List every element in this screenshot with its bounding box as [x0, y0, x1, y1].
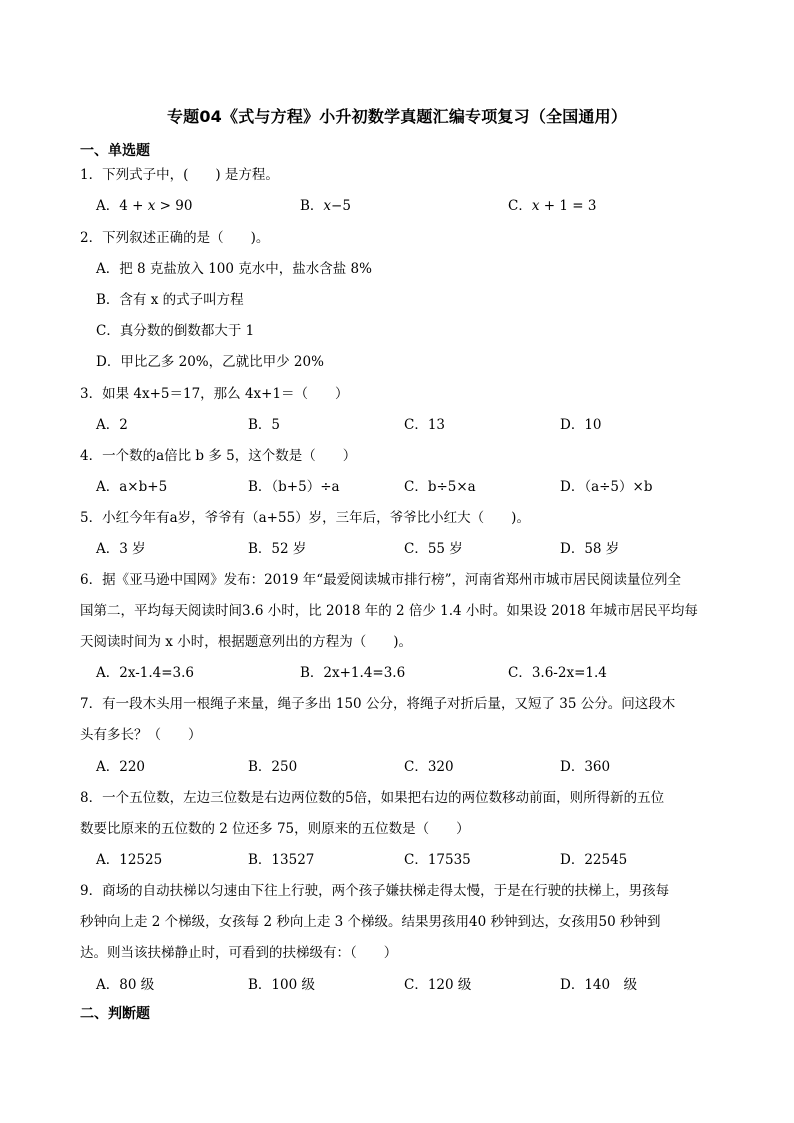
question-4-option-b[interactable]: B．（b+5）÷a	[248, 479, 340, 495]
question-9-stem-line-2: 秒钟向上走 2 个梯级，女孩每 2 秒向上走 3 个梯级。结果男孩用40 秒钟到达，女孩用50 秒钟到	[80, 914, 661, 930]
section-heading-single-choice: 一、单选题	[80, 143, 150, 159]
question-3-option-a[interactable]: A．2	[96, 417, 128, 433]
question-7-option-a[interactable]: A．220	[96, 759, 146, 775]
question-9-option-c[interactable]: C．120 级	[404, 977, 472, 993]
question-1-stem: 1．下列式子中，( ) 是方程。	[80, 167, 279, 183]
question-5-stem: 5．小红今年有a岁，爷爷有（a+55）岁，三年后，爷爷比小红大（ )。	[80, 510, 530, 526]
question-8-option-c[interactable]: C．17535	[404, 852, 471, 868]
question-5-option-a[interactable]: A．3 岁	[96, 541, 146, 557]
question-3-option-c[interactable]: C．13	[404, 417, 446, 433]
section-heading-true-false: 二、判断题	[80, 1006, 150, 1022]
question-4-stem: 4．一个数的a倍比 b 多 5，这个数是（ ）	[80, 448, 357, 464]
question-7-option-b[interactable]: B．250	[248, 759, 298, 775]
question-6-option-a[interactable]: A．2x-1.4=3.6	[96, 665, 195, 681]
question-2-option-b[interactable]: B．含有 x 的式子叫方程	[96, 292, 244, 308]
document-title: 专题04《式与方程》小升初数学真题汇编专项复习（全国通用）	[166, 107, 628, 126]
question-4-option-a[interactable]: A．a×b+5	[96, 479, 168, 495]
question-9-stem-line-3: 达。则当该扶梯静止时，可看到的扶梯级有：（ ）	[80, 945, 398, 961]
question-9-option-d[interactable]: D．140 级	[560, 977, 638, 993]
question-1-option-b[interactable]: B．𝑥−5	[300, 198, 351, 214]
question-6-option-c[interactable]: C．3.6-2x=1.4	[508, 665, 607, 681]
question-2-option-a[interactable]: A．把 8 克盐放入 100 克水中，盐水含盐 8%	[96, 261, 372, 277]
question-4-option-d[interactable]: D．（a÷5）×b	[560, 479, 653, 495]
question-8-stem-line-2: 数要比原来的五位数的 2 位还多 75，则原来的五位数是（ ）	[80, 821, 470, 837]
question-6-option-b[interactable]: B．2x+1.4=3.6	[300, 665, 406, 681]
question-7-option-c[interactable]: C．320	[404, 759, 454, 775]
question-2-option-c[interactable]: C．真分数的倒数都大于 1	[96, 323, 255, 339]
question-6-stem-line-3: 天阅读时间为 x 小时，根据题意列出的方程为（ )。	[80, 634, 412, 650]
question-8-stem-line-1: 8．一个五位数，左边三位数是右边两位数的5倍，如果把右边的两位数移动前面，则所得新的五位	[80, 790, 665, 806]
question-7-option-d[interactable]: D．360	[560, 759, 611, 775]
question-3-stem: 3．如果 4x+5＝17，那么 4x+1＝（ ）	[80, 386, 349, 402]
question-3-option-d[interactable]: D．10	[560, 417, 602, 433]
question-9-option-a[interactable]: A．80 级	[96, 977, 155, 993]
question-2-stem: 2．下列叙述正确的是（ )。	[80, 230, 270, 246]
question-8-option-a[interactable]: A．12525	[96, 852, 163, 868]
question-5-option-c[interactable]: C．55 岁	[404, 541, 463, 557]
question-5-option-b[interactable]: B．52 岁	[248, 541, 307, 557]
question-9-stem-line-1: 9．商场的自动扶梯以匀速由下往上行驶，两个孩子嫌扶梯走得太慢，于是在行驶的扶梯上，男孩每	[80, 883, 670, 899]
question-7-stem-line-2: 头有多长？（ ）	[80, 727, 202, 743]
question-8-option-b[interactable]: B．13527	[248, 852, 315, 868]
question-9-option-b[interactable]: B．100 级	[248, 977, 315, 993]
question-1-option-a[interactable]: A．4 + 𝑥 > 90	[96, 198, 193, 214]
question-7-stem-line-1: 7．有一段木头用一根绳子来量，绳子多出 150 公分，将绳子对折后量，又短了 35 公分。问这段木	[80, 696, 676, 712]
question-6-stem-line-2: 国第二，平均每天阅读时间3.6 小时，比 2018 年的 2 倍少 1.4 小时。如果设 2018 年城市居民平均每	[80, 603, 698, 619]
question-2-option-d[interactable]: D．甲比乙多 20%，乙就比甲少 20%	[96, 354, 324, 370]
question-1-option-c[interactable]: C．𝑥 + 1 = 3	[508, 198, 597, 214]
question-6-stem-line-1: 6．据《亚马逊中国网》发布：2019 年“最爱阅读城市排行榜”，河南省郑州市城市居民阅读量位列全	[80, 572, 682, 588]
question-8-option-d[interactable]: D．22545	[560, 852, 628, 868]
question-4-option-c[interactable]: C．b÷5×a	[404, 479, 476, 495]
question-3-option-b[interactable]: B．5	[248, 417, 281, 433]
question-5-option-d[interactable]: D．58 岁	[560, 541, 620, 557]
